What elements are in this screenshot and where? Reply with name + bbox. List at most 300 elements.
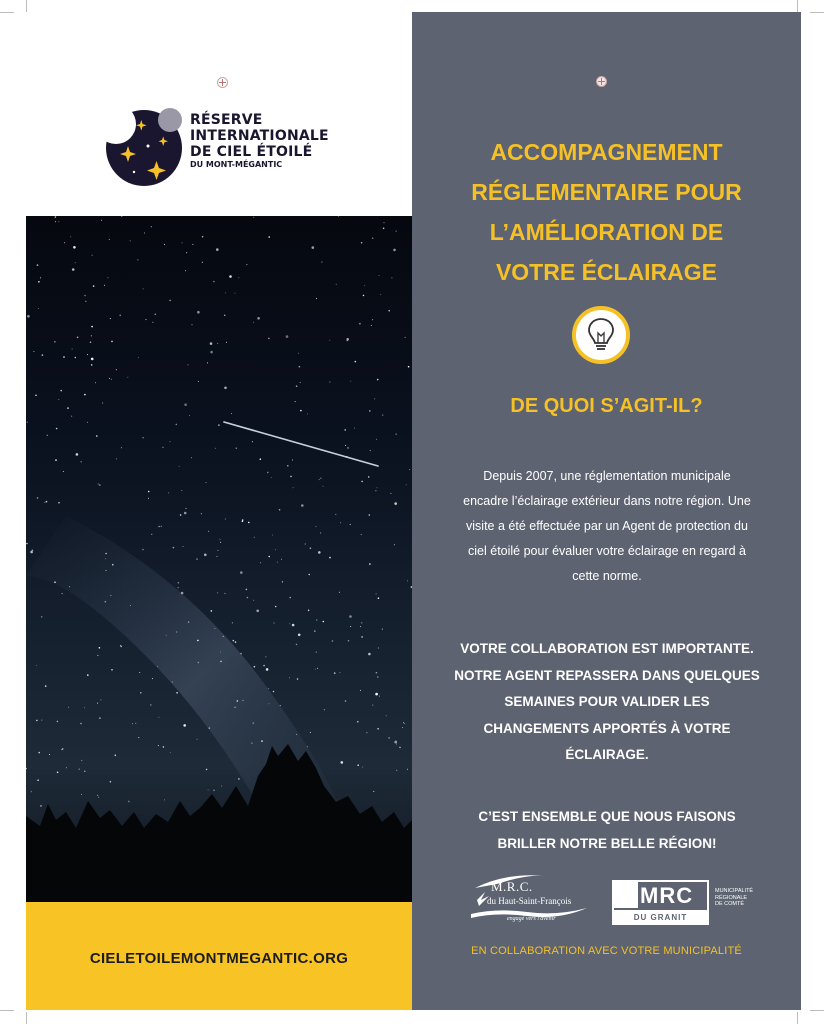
star — [407, 580, 408, 581]
star — [223, 636, 224, 637]
star — [384, 222, 385, 223]
star — [132, 723, 133, 724]
star — [310, 547, 312, 549]
star — [81, 461, 82, 462]
star — [208, 531, 209, 532]
star — [349, 615, 352, 618]
star — [292, 460, 293, 461]
star — [391, 277, 392, 278]
star — [272, 535, 273, 536]
star — [170, 752, 171, 753]
star — [340, 522, 341, 523]
star — [91, 326, 93, 328]
star — [224, 315, 226, 317]
star — [27, 422, 28, 423]
star — [292, 624, 295, 627]
star — [178, 582, 180, 584]
star — [144, 233, 145, 234]
star — [181, 592, 184, 595]
star — [369, 410, 371, 412]
star — [197, 311, 200, 314]
star — [377, 728, 379, 730]
star — [55, 459, 57, 461]
star — [360, 690, 361, 691]
star — [41, 720, 42, 721]
title-line: RÉGLEMENTAIRE POUR — [471, 179, 742, 205]
star — [157, 666, 158, 667]
star — [279, 509, 281, 511]
star — [300, 382, 301, 383]
star — [268, 688, 269, 689]
star — [84, 707, 85, 708]
star — [77, 337, 79, 339]
star — [184, 403, 187, 406]
sky-illustration — [26, 216, 412, 902]
star — [197, 739, 198, 740]
star — [38, 281, 40, 283]
star — [72, 268, 75, 271]
star — [287, 465, 289, 467]
star — [396, 434, 397, 435]
star — [75, 357, 77, 359]
closing-line: C’EST ENSEMBLE QUE NOUS FAISONS — [478, 809, 736, 824]
star — [109, 378, 110, 379]
notice-line: CHANGEMENTS APPORTÉS À VOTRE — [483, 720, 731, 736]
star — [69, 586, 70, 587]
star — [315, 669, 316, 670]
star — [158, 526, 160, 528]
star — [368, 476, 370, 478]
star — [339, 672, 340, 673]
star — [44, 502, 45, 503]
star — [320, 478, 321, 479]
star — [378, 648, 379, 649]
star — [271, 477, 272, 478]
star — [210, 351, 213, 354]
star — [220, 539, 221, 540]
description-line: ciel étoilé pour évaluer votre éclairage en regard à — [468, 544, 746, 558]
star — [173, 547, 175, 549]
star — [111, 341, 113, 343]
star — [248, 522, 250, 524]
star — [321, 262, 322, 263]
star — [213, 790, 215, 792]
star — [405, 337, 406, 338]
star — [265, 656, 266, 657]
star — [315, 526, 316, 527]
star — [282, 582, 283, 583]
star — [361, 622, 362, 623]
star — [341, 761, 344, 764]
star — [335, 514, 336, 515]
star — [36, 720, 38, 722]
granit-name: DU GRANIT — [612, 910, 709, 925]
star — [407, 769, 408, 770]
star — [62, 593, 63, 594]
star — [207, 362, 208, 363]
crop-mark — [810, 1010, 824, 1011]
star — [396, 231, 397, 232]
info-panel — [412, 12, 801, 1010]
star — [225, 593, 226, 594]
granit-mrc-label: MRC — [640, 883, 694, 908]
star — [260, 562, 261, 563]
star — [376, 593, 377, 594]
collaboration-footer: EN COLLABORATION AVEC VOTRE MUNICIPALITÉ — [471, 945, 742, 957]
star — [403, 722, 404, 723]
star — [266, 668, 269, 671]
star — [235, 641, 237, 643]
star — [41, 616, 43, 618]
star — [202, 262, 203, 263]
star — [116, 369, 117, 370]
star — [146, 319, 147, 320]
star — [307, 746, 308, 747]
granit-subtitle — [715, 888, 753, 908]
star — [101, 220, 102, 221]
star — [67, 407, 69, 409]
star — [362, 767, 363, 768]
star — [232, 622, 233, 623]
star — [324, 709, 325, 710]
star — [298, 634, 301, 637]
star — [176, 424, 178, 426]
star — [236, 447, 238, 449]
star — [213, 281, 215, 283]
star — [289, 623, 290, 624]
star — [297, 678, 299, 680]
star — [329, 382, 330, 383]
star — [336, 284, 337, 285]
star — [320, 533, 321, 534]
star — [371, 325, 372, 326]
star — [382, 415, 383, 416]
star — [408, 366, 410, 368]
star — [107, 277, 108, 278]
star — [357, 721, 359, 723]
star — [281, 559, 282, 560]
registration-mark — [596, 76, 607, 87]
star — [263, 665, 265, 667]
star — [316, 652, 317, 653]
star — [355, 361, 357, 363]
crop-mark — [0, 1010, 14, 1011]
star — [57, 772, 59, 774]
star — [54, 581, 56, 583]
star — [98, 484, 99, 485]
star — [186, 252, 187, 253]
star — [209, 727, 211, 729]
star — [363, 295, 365, 297]
registration-mark — [217, 77, 228, 88]
star — [151, 534, 152, 535]
logo-line: DU MONT-MÉGANTIC — [190, 160, 283, 169]
star — [110, 781, 112, 783]
star — [318, 551, 321, 554]
star — [280, 705, 281, 706]
star — [269, 703, 270, 704]
star — [379, 275, 380, 276]
star — [334, 672, 336, 674]
crop-mark — [0, 12, 14, 13]
star — [197, 640, 199, 642]
star — [234, 707, 236, 709]
star — [127, 377, 128, 378]
star — [217, 592, 218, 593]
star — [130, 240, 131, 241]
star — [329, 557, 331, 559]
star — [380, 294, 381, 295]
star — [186, 508, 187, 509]
star — [275, 606, 277, 608]
star — [404, 723, 405, 724]
star — [390, 493, 391, 494]
star — [71, 416, 72, 417]
star — [150, 704, 152, 706]
star — [307, 414, 308, 415]
description-line: encadre l’éclairage extérieur dans notre région. Une — [463, 494, 751, 508]
star — [375, 490, 376, 491]
star — [396, 770, 397, 771]
star — [246, 589, 248, 591]
granit-subtitle-line: DE COMTÉ — [715, 901, 745, 907]
star — [158, 717, 159, 718]
star — [394, 502, 397, 505]
star — [60, 390, 62, 392]
star — [402, 727, 403, 728]
star — [58, 399, 59, 400]
star — [111, 379, 112, 380]
star — [198, 662, 200, 664]
star — [93, 285, 95, 287]
star — [121, 447, 122, 448]
star — [128, 801, 130, 803]
star — [214, 628, 215, 629]
star — [152, 678, 153, 679]
star — [220, 651, 221, 652]
description-text — [442, 464, 772, 589]
star — [188, 621, 190, 623]
website-url[interactable]: CIELETOILEMONTMEGANTIC.ORG — [89, 949, 349, 967]
star — [372, 237, 374, 239]
star — [38, 752, 40, 754]
star — [40, 805, 42, 807]
star — [72, 349, 73, 350]
star — [234, 293, 235, 294]
star — [112, 564, 114, 566]
star — [47, 435, 48, 436]
star — [211, 610, 213, 612]
star — [185, 270, 186, 271]
star — [87, 674, 89, 676]
star — [155, 314, 157, 316]
star — [377, 676, 379, 678]
star — [189, 415, 190, 416]
star — [242, 519, 244, 521]
crop-mark — [26, 1012, 27, 1024]
star — [374, 398, 375, 399]
description-line: visite a été effectuée par un Agent de protection du — [466, 519, 748, 533]
star — [99, 647, 101, 649]
notice-line: VOTRE COLLABORATION EST IMPORTANTE. — [460, 641, 754, 656]
star — [63, 356, 65, 358]
star — [85, 301, 86, 302]
star — [70, 236, 71, 237]
star — [218, 424, 220, 426]
star — [164, 244, 165, 245]
moon-star-icon — [104, 106, 188, 190]
star — [295, 401, 296, 402]
star — [168, 492, 169, 493]
star — [323, 486, 324, 487]
crop-mark — [797, 0, 798, 12]
star — [38, 308, 39, 309]
star — [237, 700, 239, 702]
star — [344, 429, 346, 431]
star — [99, 484, 101, 486]
star — [310, 732, 311, 733]
star — [286, 335, 289, 338]
star — [394, 544, 395, 545]
star — [388, 310, 390, 312]
star — [348, 640, 350, 642]
star — [268, 556, 270, 558]
star — [91, 364, 93, 366]
star — [96, 435, 98, 437]
star — [176, 632, 177, 633]
star — [81, 760, 82, 761]
star — [296, 644, 298, 646]
star — [37, 779, 39, 781]
star — [42, 354, 44, 356]
star — [220, 542, 221, 543]
star — [179, 466, 180, 467]
star — [243, 700, 244, 701]
granit-subtitle-line: RÉGIONALE — [715, 894, 748, 901]
star — [206, 769, 208, 771]
star — [55, 216, 57, 218]
star — [36, 665, 37, 666]
star — [170, 441, 171, 442]
crop-mark — [797, 1012, 798, 1024]
logo-line: RÉSERVE — [190, 112, 263, 128]
star — [97, 795, 98, 796]
star — [254, 537, 255, 538]
star — [364, 285, 365, 286]
star — [247, 597, 249, 599]
star — [395, 741, 396, 742]
star — [26, 768, 27, 770]
star — [216, 248, 219, 251]
star — [84, 295, 86, 297]
star — [319, 479, 320, 480]
star — [91, 358, 94, 361]
star — [152, 322, 153, 323]
star — [229, 275, 232, 278]
star — [361, 636, 363, 638]
star — [192, 324, 193, 325]
star — [106, 570, 107, 571]
star — [135, 723, 136, 724]
star — [339, 592, 340, 593]
star — [225, 292, 226, 293]
star — [198, 381, 199, 382]
star — [138, 357, 139, 358]
star — [99, 717, 101, 719]
star — [105, 553, 107, 555]
star — [372, 705, 373, 706]
star — [31, 791, 32, 792]
notice-line: SEMAINES POUR VALIDER LES — [504, 694, 710, 709]
star — [399, 747, 401, 749]
star — [97, 703, 98, 704]
star — [261, 740, 263, 742]
closing-message — [426, 804, 788, 857]
star — [388, 737, 390, 739]
star — [347, 340, 348, 341]
star — [372, 319, 373, 320]
star — [379, 696, 380, 697]
star — [369, 563, 371, 565]
star — [361, 534, 362, 535]
star — [45, 685, 47, 687]
notice-line: NOTRE AGENT REPASSERA DANS QUELQUES — [454, 667, 760, 683]
star — [225, 519, 226, 520]
star — [350, 524, 351, 525]
star — [305, 544, 306, 545]
star — [347, 447, 349, 449]
star — [192, 244, 193, 245]
star — [317, 668, 318, 669]
hsf-mrc-label: M.R.C. — [491, 879, 533, 894]
star — [217, 343, 218, 344]
star — [293, 487, 294, 488]
star — [376, 672, 378, 674]
star — [217, 556, 218, 557]
star — [238, 778, 240, 780]
star — [289, 677, 290, 678]
star — [184, 512, 187, 515]
title-line: VOTRE ÉCLAIRAGE — [495, 259, 718, 285]
star — [158, 745, 159, 746]
star — [73, 246, 76, 249]
star — [57, 721, 59, 723]
star — [406, 484, 407, 485]
star — [109, 239, 110, 240]
star — [251, 743, 252, 744]
star — [273, 691, 275, 693]
star — [369, 514, 371, 516]
title-line: L’AMÉLIORATION DE — [489, 219, 724, 245]
star — [314, 630, 316, 632]
star — [176, 692, 178, 694]
star — [87, 422, 88, 423]
star — [92, 255, 93, 256]
section-subtitle: DE QUOI S’AGIT-IL? — [510, 395, 703, 417]
star — [338, 216, 339, 217]
star — [121, 216, 122, 217]
star — [375, 693, 378, 696]
hsf-tagline: engagé vers l'avenir — [507, 916, 556, 922]
star — [221, 786, 222, 787]
star — [208, 790, 209, 791]
star — [91, 335, 92, 336]
star — [246, 264, 247, 265]
star — [268, 338, 270, 340]
star — [110, 318, 111, 319]
star — [316, 298, 317, 299]
star — [240, 653, 242, 655]
